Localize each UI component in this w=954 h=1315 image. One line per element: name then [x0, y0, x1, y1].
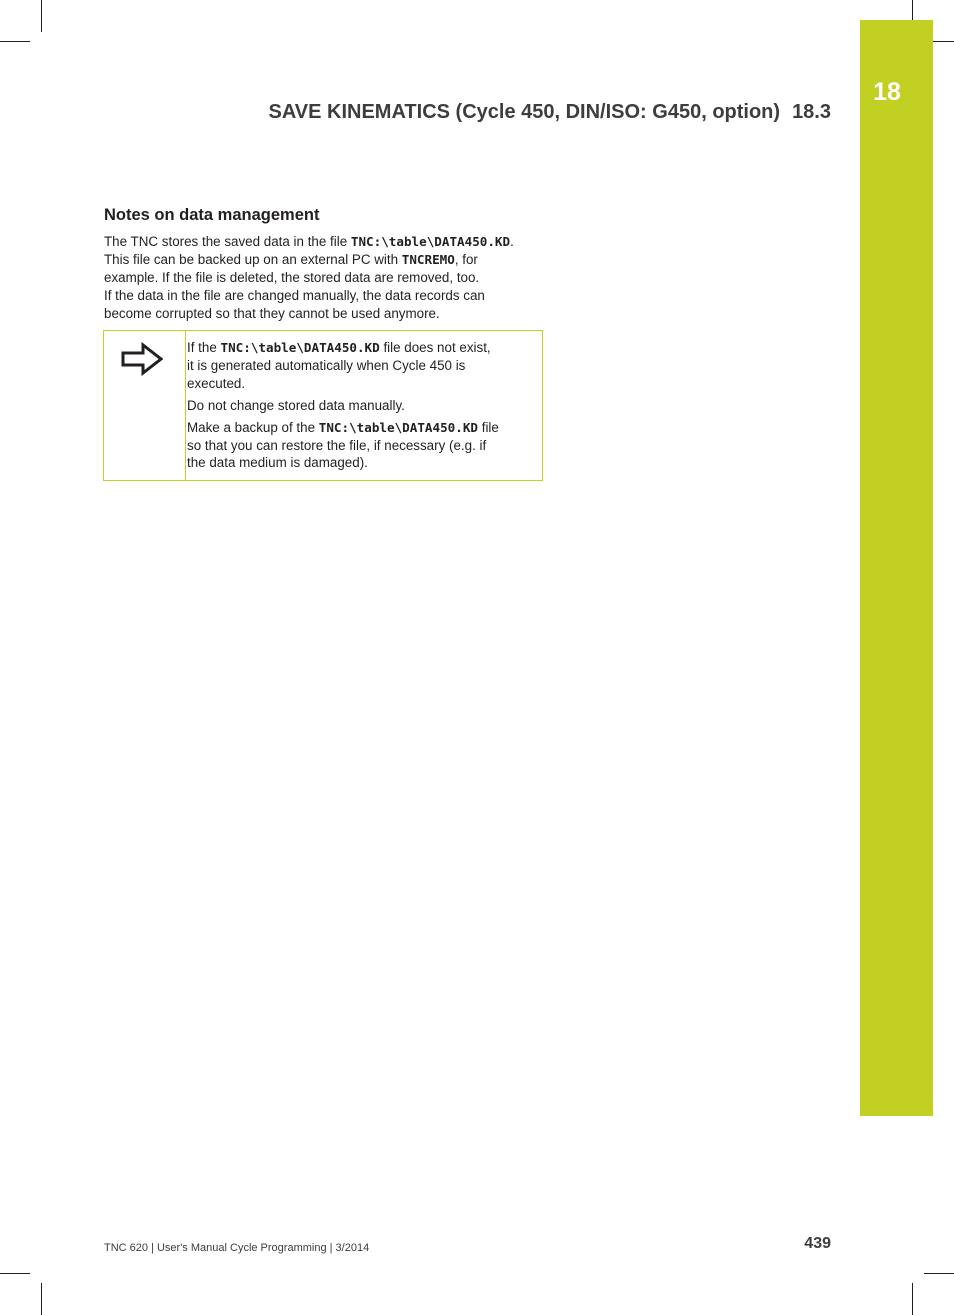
- body-line: If the data in the file are changed manually, the data records can: [104, 287, 485, 303]
- crop-mark: [912, 1283, 913, 1315]
- section-heading: Notes on data management: [104, 206, 320, 224]
- crop-mark: [0, 41, 30, 42]
- arrow-right-icon: [121, 342, 163, 376]
- note-text: [187, 339, 527, 476]
- page-number: 439: [804, 1235, 831, 1252]
- note-paragraph: If the TNC:\table\DATA450.KD file does not exist, it is generated automatically when Cycle 450 is executed.: [187, 340, 491, 391]
- note-paragraph: Do not change stored data manually.: [187, 397, 405, 413]
- crop-mark: [924, 1273, 954, 1274]
- crop-mark: [41, 1283, 42, 1315]
- program-name: TNCREMO: [401, 251, 455, 267]
- file-path: TNC:\table\DATA450.KD: [220, 340, 380, 355]
- note-divider: [185, 331, 186, 480]
- body-line: This file can be backed up on an external PC with TNCREMO, for: [104, 251, 478, 267]
- crop-mark: [912, 0, 913, 20]
- note-box: [103, 330, 543, 481]
- body-line: The TNC stores the saved data in the file TNC:\table\DATA450.KD.: [104, 234, 514, 249]
- body-line: become corrupted so that they cannot be used anymore.: [104, 305, 440, 321]
- file-path: TNC:\table\DATA450.KD: [318, 419, 478, 435]
- note-paragraph: Make a backup of the TNC:\table\DATA450.KD file so that you can restore the file, if necessary (e.g. if the data medium is damaged).: [187, 419, 499, 471]
- chapter-number: 18: [873, 78, 901, 106]
- body-paragraph: [104, 233, 544, 323]
- file-path: TNC:\table\DATA450.KD: [350, 234, 511, 249]
- crop-mark: [41, 0, 42, 32]
- footer-text: TNC 620 | User's Manual Cycle Programming | 3/2014: [104, 1242, 370, 1254]
- crop-mark: [0, 1273, 30, 1274]
- running-head: [268, 101, 831, 124]
- running-head-section: 18.3: [792, 101, 831, 123]
- chapter-tab: [860, 20, 933, 1116]
- running-head-title: SAVE KINEMATICS (Cycle 450, DIN/ISO: G450, option): [268, 101, 781, 123]
- body-line: example. If the file is deleted, the stored data are removed, too.: [104, 269, 480, 285]
